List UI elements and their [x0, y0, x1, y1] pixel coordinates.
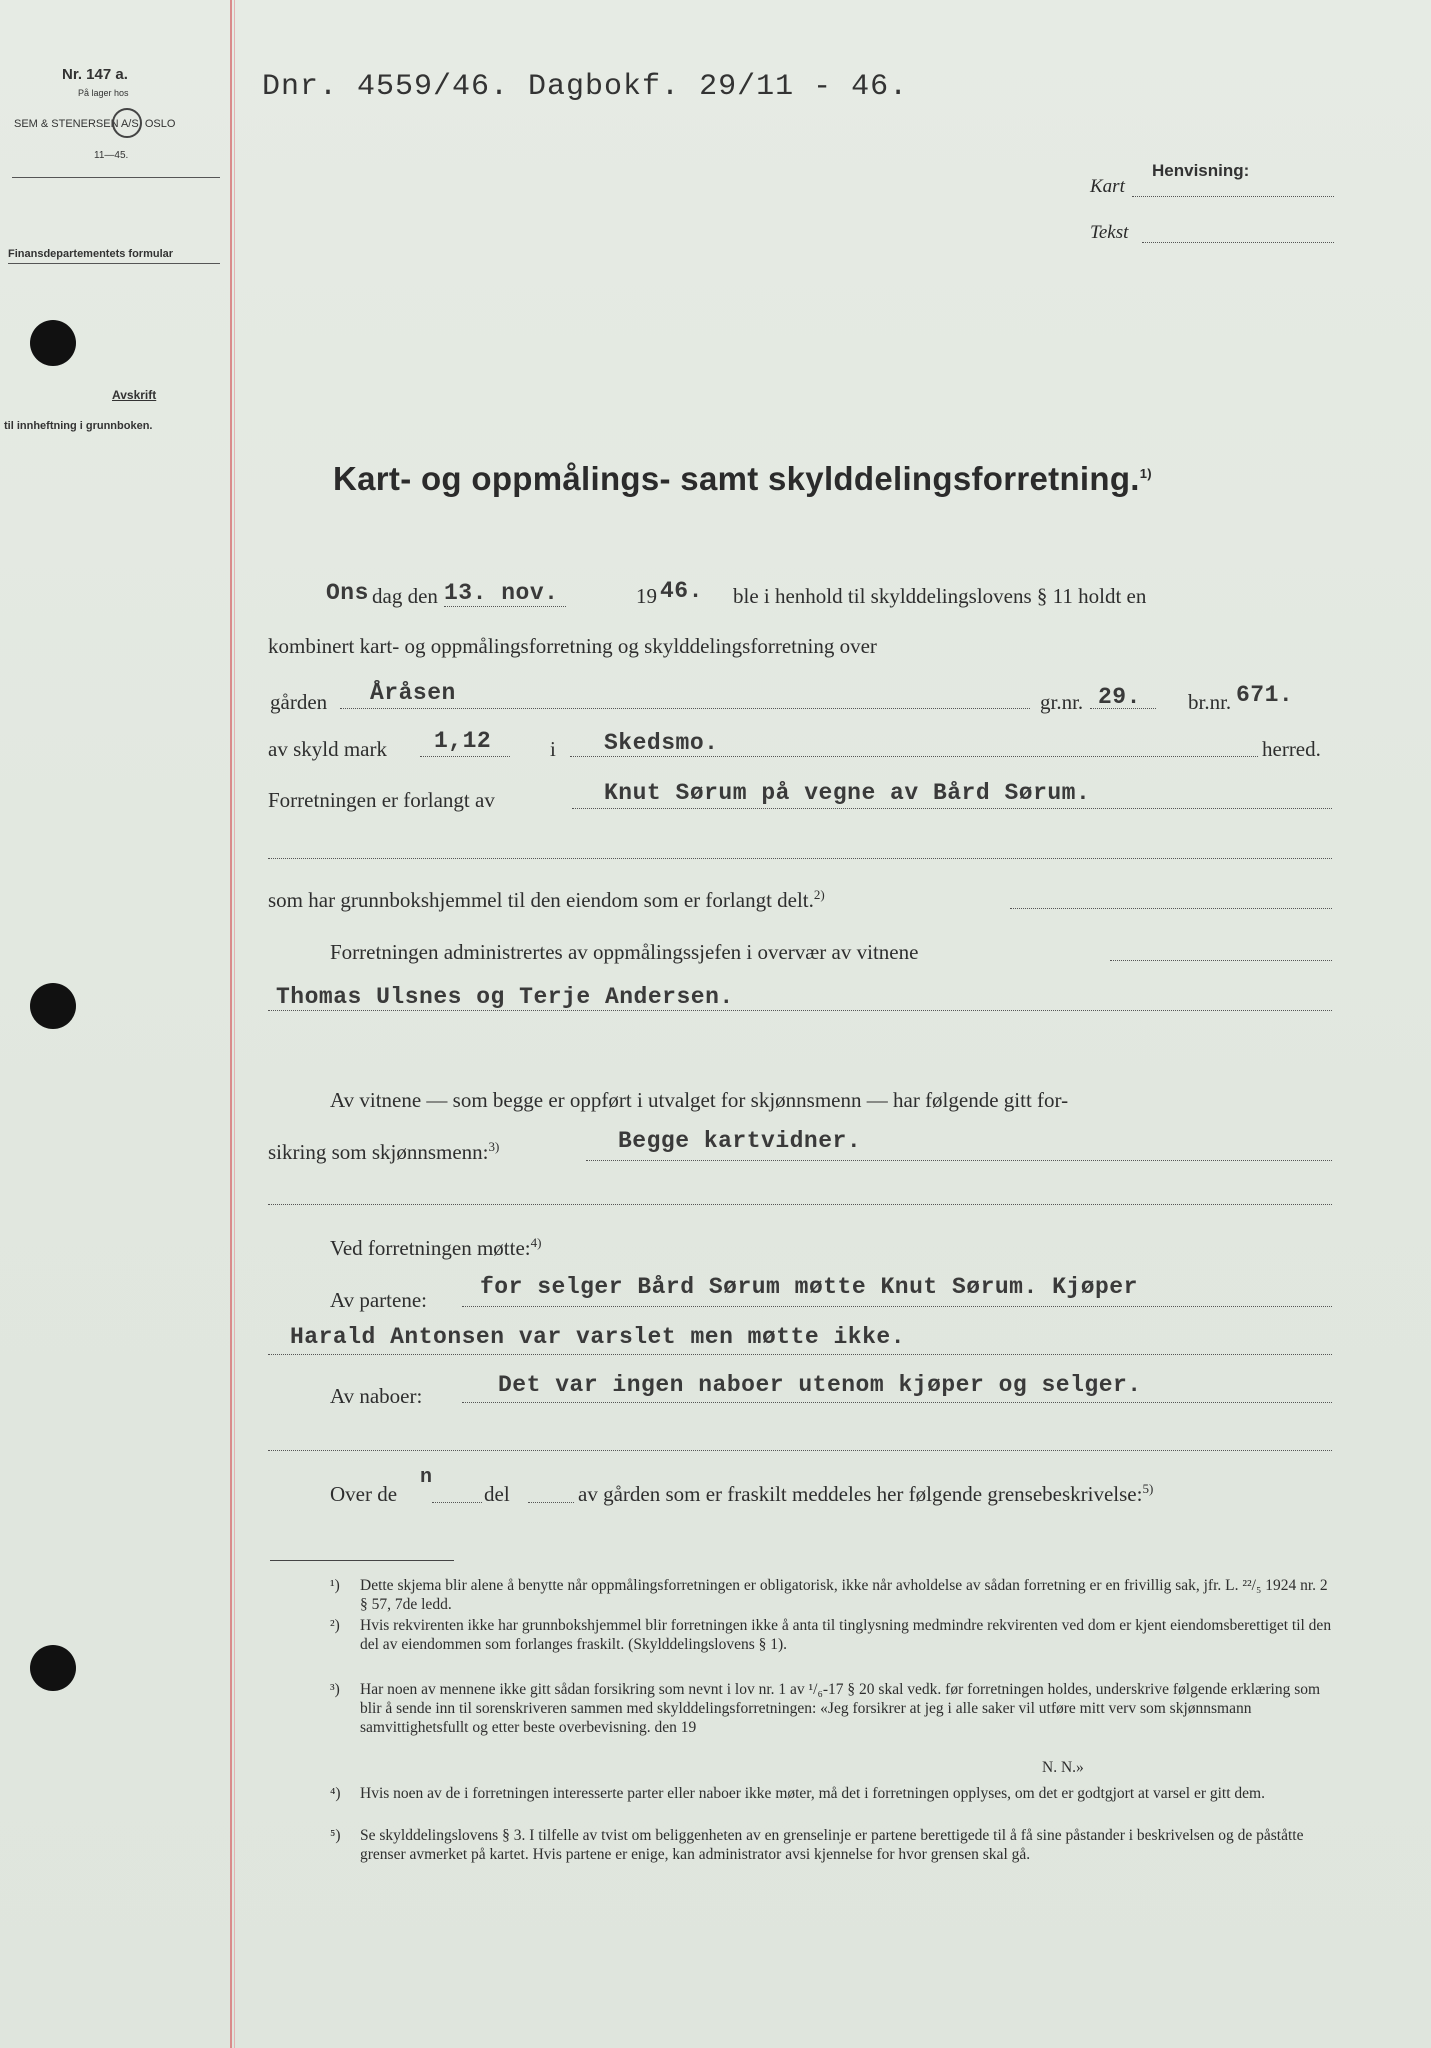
over-suffix: n: [420, 1466, 433, 1489]
over-label: Over de: [330, 1482, 398, 1506]
naboer-field-line: [462, 1402, 1332, 1403]
footnote-4: ⁴) Hvis noen av de i forretningen interesserte parter eller naboer ikke møter, må det i forretningen opplyses, om det er godtgjort at varsel er gitt dem.: [330, 1785, 1265, 1802]
forsikring-value: Begge kartvidner.: [618, 1128, 862, 1154]
footnote-3: ³) Har noen av mennene ikke gitt sådan forsikring som nevnt i lov nr. 1 av ¹/₆-17 § 20 skal vedk. før forretningen holdes, underskrive følgende erklæring som blir å sende inn til sorenskriveren sammen med skylddelingsforretningen: «Jeg forsikrer at jeg i alle saker vil utføre mitt verv som skjønnsmann samvittighetsfullt og etter beste overbevisning. den 19: [330, 1681, 1321, 1736]
kart-label: Kart: [1090, 176, 1125, 197]
naboer-value: Det var ingen naboer utenom kjøper og selger.: [498, 1372, 1142, 1398]
kart-field-line: [1132, 196, 1334, 197]
requester-value: Knut Sørum på vegne av Bård Sørum.: [604, 780, 1091, 806]
margin-rule: [230, 0, 232, 2048]
line2-text: kombinert kart- og oppmålingsforretning og skylddelingsforretning over: [268, 634, 877, 658]
witnesses-value: Thomas Ulsnes og Terje Andersen.: [276, 984, 734, 1010]
brnr-label: br.nr.: [1188, 690, 1232, 714]
forsikring-field-line-2: [268, 1204, 1332, 1205]
footnote-2: ²) Hvis rekvirenten ikke har grunnbokshjemmel blir forretningen ikke å anta til tinglysning medmindre rekvirenten ved dom er kjent eiendomsberettiget til den del av eiendommen som forlanges fraskilt. (Skylddelingslovens § 1).: [330, 1617, 1332, 1653]
place-value: Skedsmo.: [604, 730, 719, 756]
footnote-1: ¹) Dette skjema blir alene å benytte når oppmålingsforretningen er obligatorisk, ikke når avholdelse av sådan forretning er en frivillig sak, jfr. L. ²²/₅ 1924 nr. 2 § 57, 7de ledd.: [330, 1577, 1328, 1613]
i-label: i: [550, 737, 556, 761]
naboer-field-line-2: [268, 1450, 1332, 1451]
partene-value: for selger Bård Sørum møtte Knut Sørum. Kjøper: [480, 1274, 1138, 1300]
motte-label: Ved forretningen møtte:$^{4)}$: [330, 1235, 542, 1260]
tekst-label: Tekst: [1090, 222, 1129, 243]
footnote-3-signature: N. N.»: [1042, 1759, 1084, 1776]
grnr-field-line: [1090, 708, 1156, 709]
garden-label: gården: [270, 690, 328, 714]
hjemmel-text: som har grunnbokshjemmel til den eiendom som er forlangt delt.$^{2)}$: [268, 887, 825, 912]
place-field-line: [570, 756, 1258, 757]
skyld-field-line: [420, 756, 510, 757]
partene-field-line: [462, 1306, 1332, 1307]
weekday-value: Ons: [326, 580, 369, 606]
year-value: 46.: [660, 578, 703, 604]
date-field-line: [444, 606, 566, 607]
print-line-1: På lager hos: [78, 88, 129, 98]
grensebeskrivelse-text: av gården som er fraskilt meddeles her følgende grensebeskrivelse:$^{5)}$: [578, 1481, 1154, 1506]
margin-rule-secondary: [234, 0, 235, 2048]
skyld-label: av skyld mark: [268, 737, 387, 761]
journal-reference: Dnr. 4559/46. Dagbokf. 29/11 - 46.: [262, 70, 909, 104]
grnr-value: 29.: [1098, 684, 1141, 710]
margin-divider: [12, 177, 220, 178]
forsikring-label: sikring som skjønnsmenn:$^{3)}$: [268, 1139, 500, 1164]
skyld-value: 1,12: [434, 728, 492, 754]
farm-name: Åråsen: [370, 680, 456, 706]
form-title: Kart- og oppmålings- samt skylddelingsforretning.$^{1)}$: [333, 460, 1152, 497]
grnr-label: gr.nr.: [1040, 690, 1084, 714]
avskrift-label: Avskrift: [112, 388, 157, 402]
punch-hole-icon: [30, 1645, 76, 1691]
brnr-value: 671.: [1236, 682, 1294, 708]
form-number: Nr. 147 a.: [62, 66, 128, 83]
del-field-line: [528, 1502, 574, 1503]
tekst-field-line: [1142, 242, 1334, 243]
hjemmel-field-line: [1010, 908, 1332, 909]
farm-field-line: [340, 708, 1030, 709]
footnote-5: ⁵) Se skylddelingslovens § 3. I tilfelle av tvist om beliggenheten av en grenselinje er partene berettigede til å få sine påstander i beskrivelsen og de påståtte grenser avmerket på kartet. Hvis partene er enige, kan administrator avsi kjennelse for hvor grensen skal gå.: [330, 1827, 1304, 1863]
requester-field-line: [572, 808, 1332, 809]
partene-field-line-2: [268, 1354, 1332, 1355]
herred-label: herred.: [1262, 737, 1321, 761]
date-value: 13. nov.: [444, 580, 559, 606]
naboer-label: Av naboer:: [330, 1384, 423, 1408]
henvisning-label: Henvisning:: [1152, 161, 1250, 180]
formular-label: Finansdepartementets formular: [8, 248, 174, 260]
administrert-text: Forretningen administrertes av oppmålingssjefen i overvær av vitnene: [330, 940, 919, 964]
partene-label: Av partene:: [330, 1288, 427, 1312]
printer-name: SEM & STENERSEN A/S. OSLO: [14, 118, 176, 130]
avskrift-note: til innheftning i grunnboken.: [4, 420, 153, 432]
del-label: del: [484, 1482, 510, 1506]
punch-hole-icon: [30, 320, 76, 366]
partene-value-2: Harald Antonsen var varslet men møtte ikke.: [290, 1324, 905, 1350]
forlangt-label: Forretningen er forlangt av: [268, 788, 495, 812]
forsikring-field-line: [586, 1160, 1332, 1161]
print-date: 11—45.: [94, 150, 129, 161]
punch-hole-icon: [30, 983, 76, 1029]
vitnene-text: Av vitnene — som begge er oppført i utvalget for skjønnsmenn — har følgende gitt for-: [330, 1088, 1069, 1112]
footnote-rule: [270, 1560, 454, 1561]
printer-seal-icon: [112, 108, 142, 138]
witnesses-field-line: [268, 1010, 1332, 1011]
over-field-line: [432, 1502, 482, 1503]
dag-den-label: dag den: [372, 584, 438, 608]
line1-text: ble i henhold til skylddelingslovens § 11 holdt en: [733, 584, 1147, 608]
requester-field-line-2: [268, 858, 1332, 859]
year-prefix: 19: [636, 584, 657, 608]
vitner-field-line: [1110, 960, 1332, 961]
margin-divider-2: [8, 263, 220, 264]
